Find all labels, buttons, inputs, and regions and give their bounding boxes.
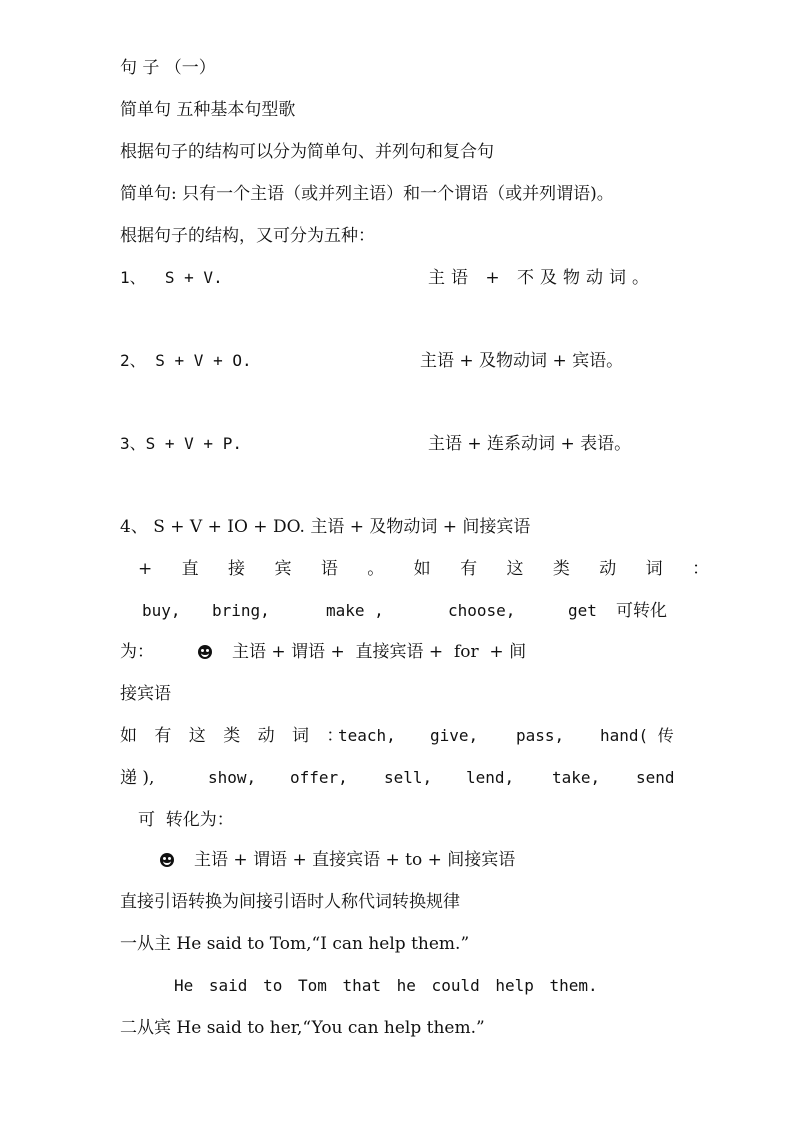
pattern-4-line4-prefix: 为： <box>120 642 154 662</box>
verb-show: show, <box>208 768 257 787</box>
pattern-3-meaning: 主语 + 连系动词 + 表语。 <box>428 434 632 454</box>
verb-send: send <box>636 768 675 787</box>
rule-2: 二从宾 He said to her,“You can help them.” <box>120 1018 485 1038</box>
rule-1-example: He said to Tom that he could help them. <box>174 976 598 995</box>
verb-sell: sell, <box>384 768 433 787</box>
pattern-1-meaning: 主语 + 不及物动词。 <box>428 268 656 288</box>
convert-label: 可转化 <box>616 601 667 621</box>
pattern-4b-line4: 主语 + 谓语 + 直接宾语 + to + 间接宾语 <box>194 850 516 870</box>
pattern-4b-line3: 可 转化为： <box>138 810 234 830</box>
verb-pass: pass, <box>516 726 565 745</box>
pattern-3-formula: 3、S + V + P. <box>120 434 242 453</box>
reported-speech-heading: 直接引语转换为间接引语时人称代词转换规律 <box>120 892 460 912</box>
intro-paragraph: 根据句子的结构可以分为简单句、并列句和复合句 <box>120 142 494 162</box>
rule-1: 一从主 He said to Tom,“I can help them.” <box>120 934 470 954</box>
verb-buy: buy, <box>142 601 181 620</box>
verb-choose: choose, <box>448 601 516 620</box>
verb-bring: bring, <box>212 601 270 620</box>
verb-make: make , <box>326 601 384 620</box>
pattern-4-line2: + 直 接 宾 语 。 如 有 这 类 动 词 ： <box>138 559 722 579</box>
pattern-4-line5: 接宾语 <box>120 684 171 704</box>
smiley-icon <box>198 645 212 659</box>
pattern-1-formula: 1、 S + V. <box>120 268 223 287</box>
verb-hand: hand( 传 <box>600 726 674 745</box>
heading-title: 句 子 （一） <box>120 58 216 78</box>
verb-teach: teach, <box>338 726 396 745</box>
five-types-intro: 根据句子的结构，又可分为五种： <box>120 226 375 246</box>
item-di: 递 ), <box>120 768 155 788</box>
verb-get: get <box>568 601 597 620</box>
pattern-4-line4: 主语 + 谓语 + 直接宾语 + for + 间 <box>232 642 527 662</box>
pattern-2-meaning: 主语 + 及物动词 + 宾语。 <box>420 351 624 371</box>
heading-subtitle: 简单句 五种基本句型歌 <box>120 100 296 120</box>
pattern-2-formula: 2、 S + V + O. <box>120 351 252 370</box>
definition-paragraph: 简单句: 只有一个主语（或并列主语）和一个谓语（或并列谓语)。 <box>120 184 614 204</box>
smiley-icon <box>160 853 174 867</box>
verb-lend: lend, <box>466 768 515 787</box>
pattern-4b-line1-prefix: 如 有 这 类 动 词 ： <box>120 726 350 746</box>
verb-offer: offer, <box>290 768 348 787</box>
verb-give: give, <box>430 726 479 745</box>
pattern-4-line1: 4、 S + V + IO + DO. 主语 + 及物动词 + 间接宾语 <box>120 517 531 537</box>
verb-take: take, <box>552 768 601 787</box>
